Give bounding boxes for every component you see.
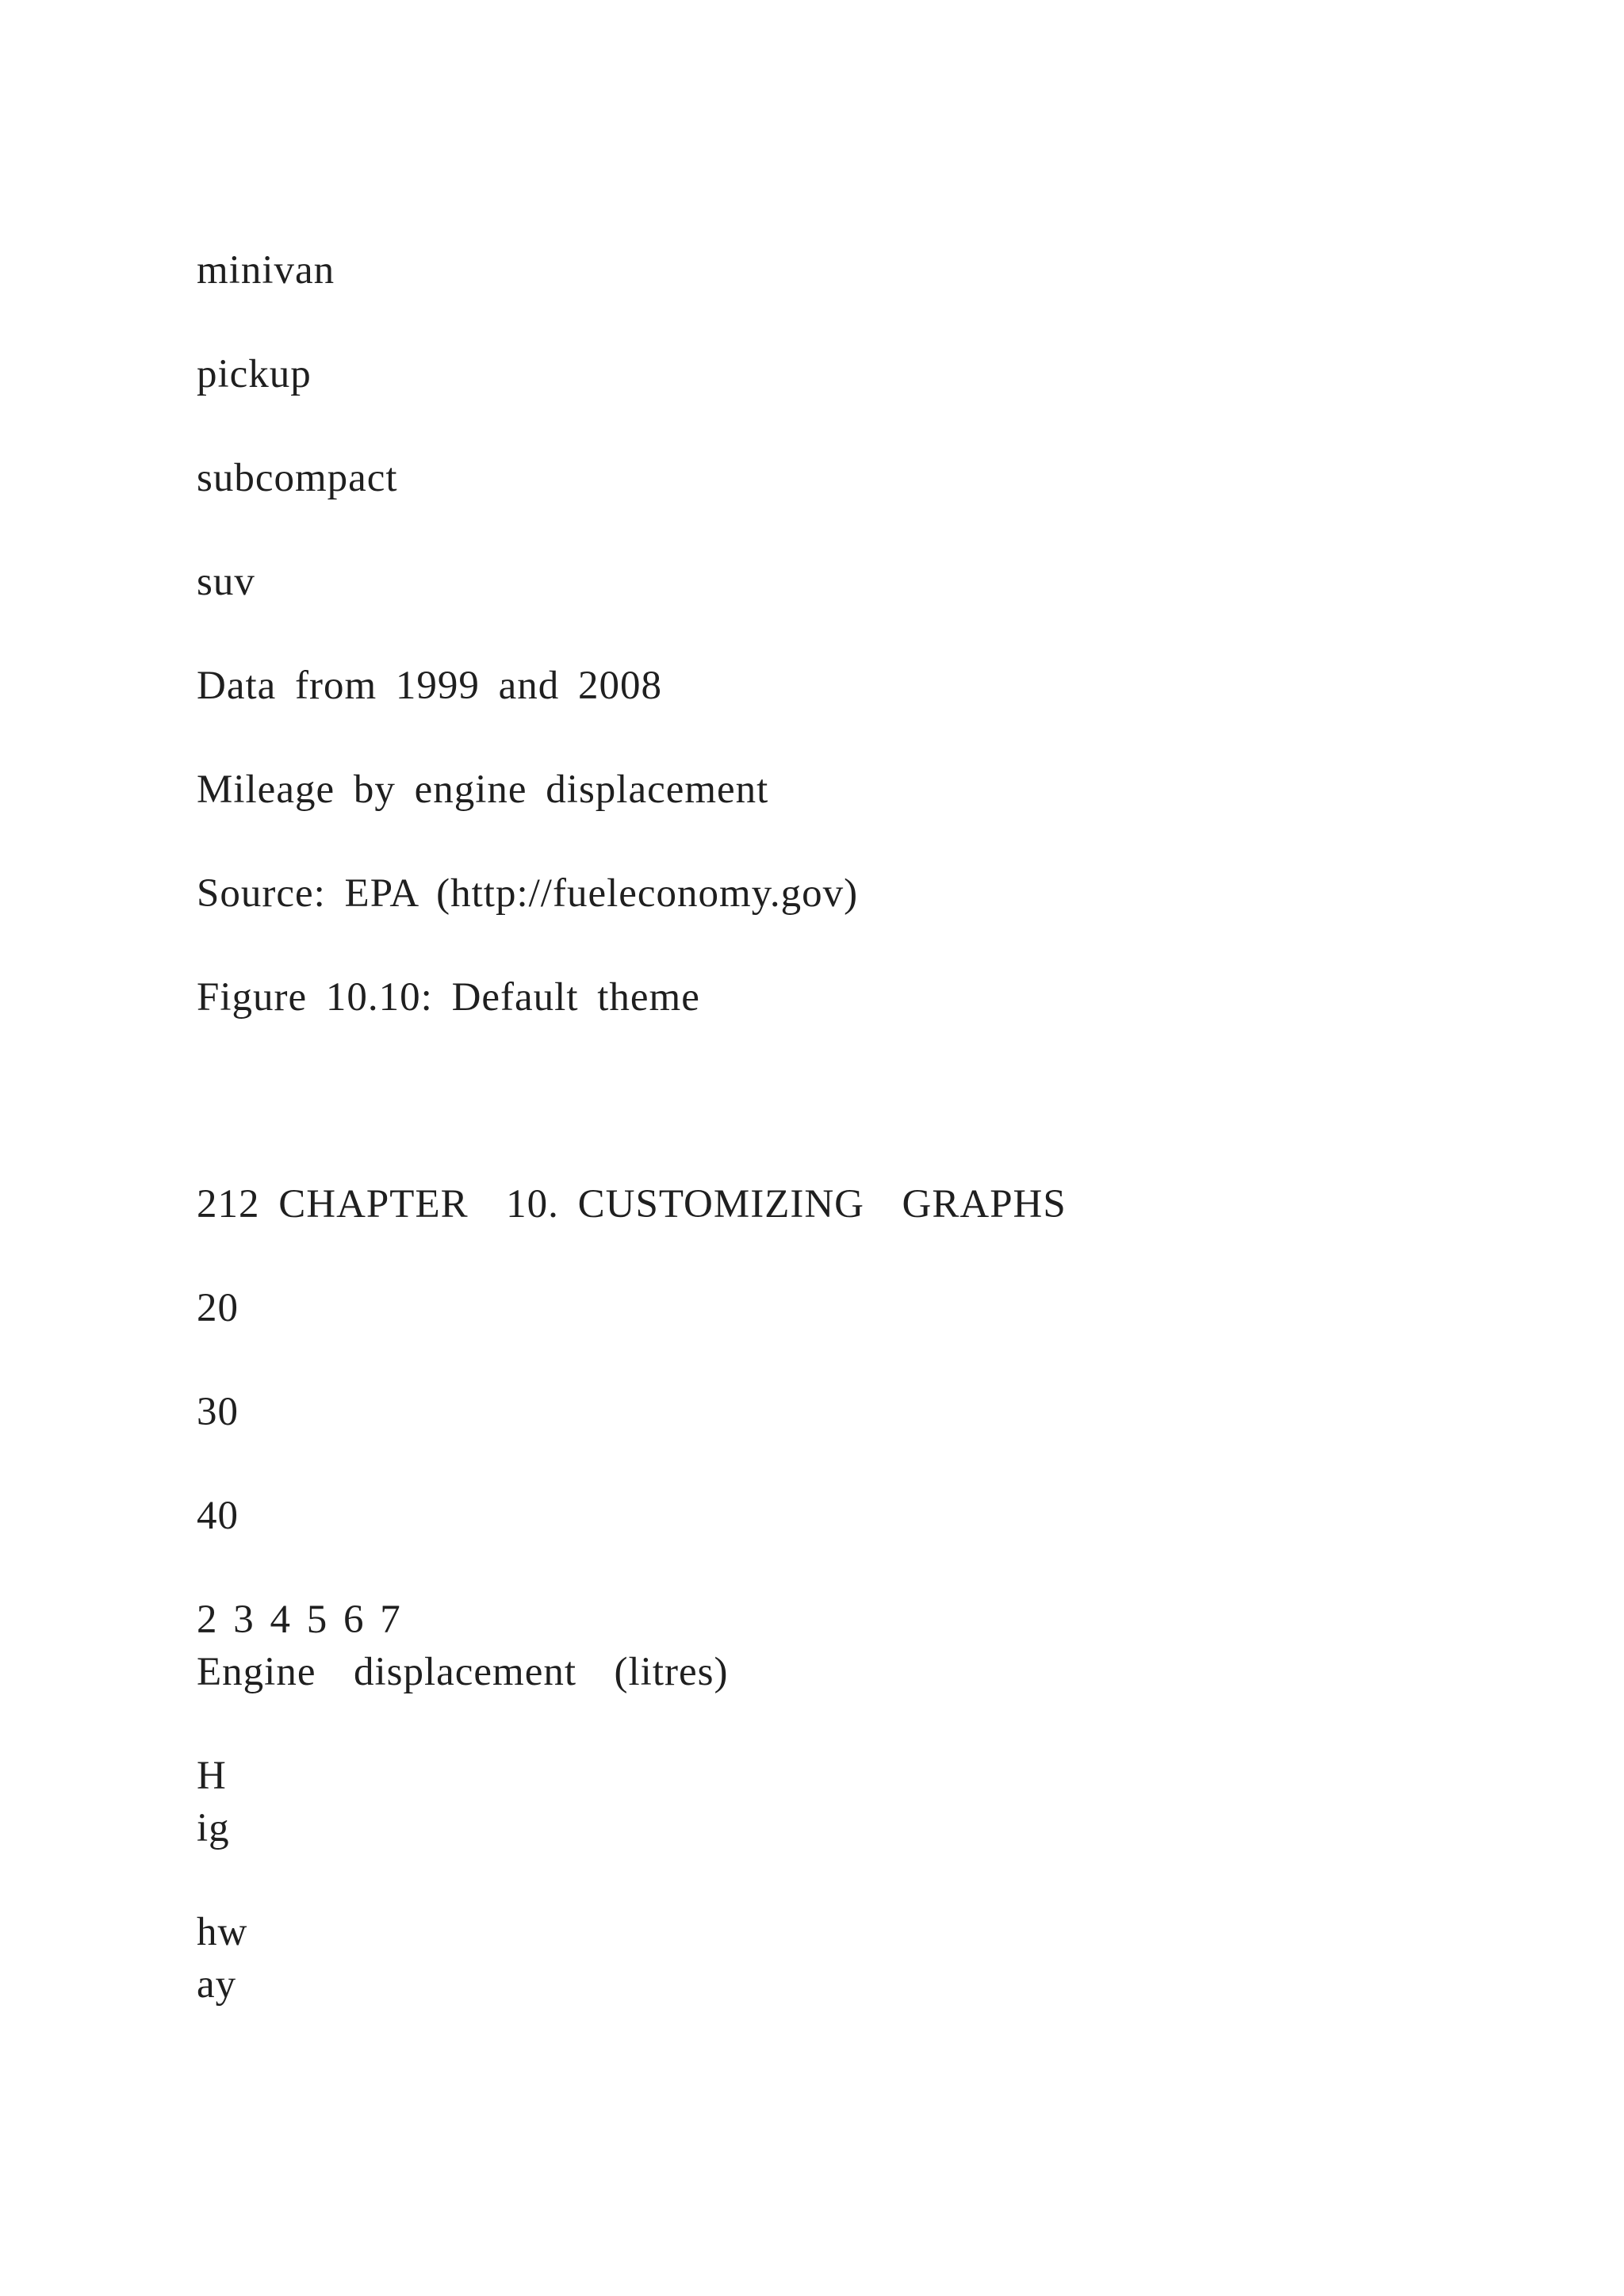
y-tick-label: 30 — [197, 1390, 239, 1434]
x-tick-labels: 2 3 4 5 6 7 — [197, 1598, 402, 1642]
plot-subtitle: Data from 1999 and 2008 — [197, 664, 663, 708]
x-axis-label: Engine displacement (litres) — [197, 1650, 729, 1694]
figure-caption: Figure 10.10: Default theme — [197, 975, 700, 1020]
plot-caption: Source: EPA (http://fueleconomy.gov) — [197, 871, 859, 916]
legend-label-suv: suv — [197, 560, 255, 604]
y-tick-label: 40 — [197, 1494, 239, 1538]
legend-label-subcompact: subcompact — [197, 456, 398, 500]
y-axis-label-fragment: ay — [197, 1962, 237, 2007]
y-tick-label: 20 — [197, 1286, 239, 1330]
y-axis-label-fragment: hw — [197, 1910, 248, 1954]
y-axis-label-fragment: H — [197, 1754, 227, 1798]
plot-title: Mileage by engine displacement — [197, 767, 769, 812]
legend-label-pickup: pickup — [197, 352, 312, 396]
legend-label-minivan: minivan — [197, 248, 335, 293]
running-header: 212 CHAPTER 10. CUSTOMIZING GRAPHS — [197, 1182, 1067, 1226]
y-axis-label-fragment: ig — [197, 1806, 230, 1850]
